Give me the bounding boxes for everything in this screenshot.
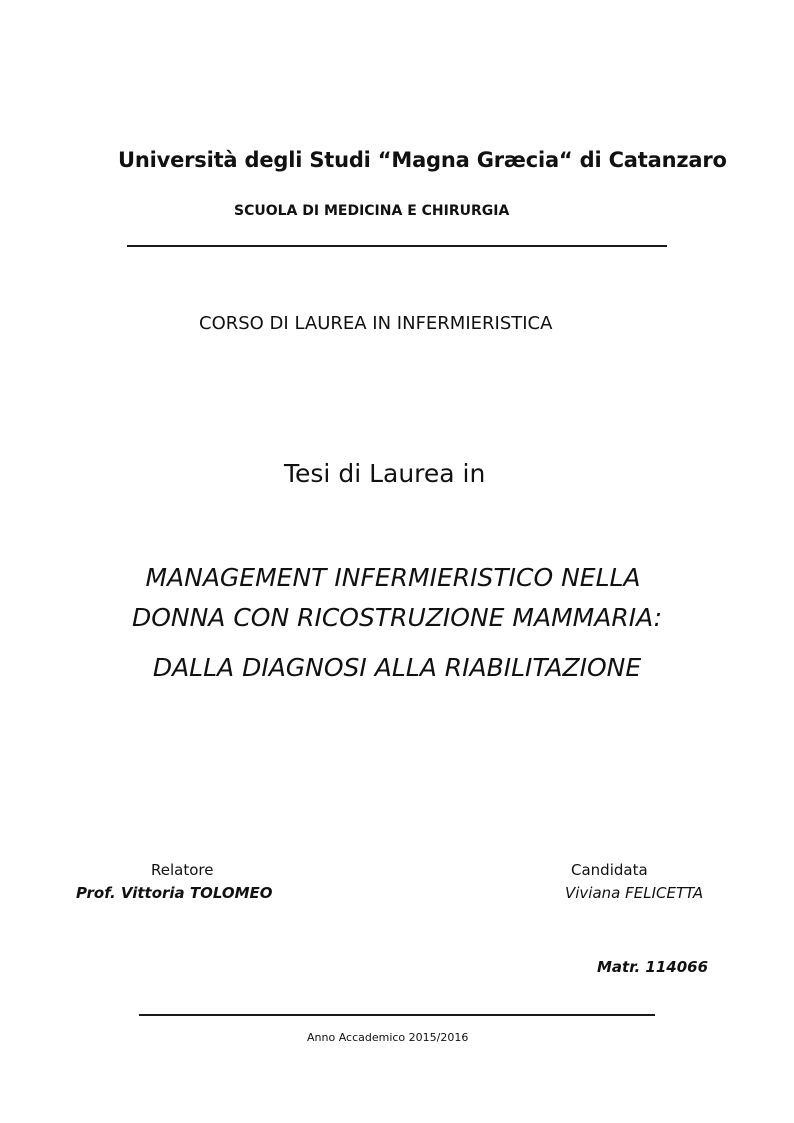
relatore-label: Relatore: [151, 861, 214, 879]
thesis-title-line-2: DONNA CON RICOSTRUZIONE MAMMARIA:: [131, 603, 663, 632]
candidata-name: Viviana FELICETTA: [565, 884, 704, 902]
academic-year: Anno Accademico 2015/2016: [307, 1031, 469, 1044]
thesis-title-line-3: DALLA DIAGNOSI ALLA RIABILITAZIONE: [152, 653, 642, 682]
thesis-label: Tesi di Laurea in: [284, 459, 486, 488]
school-name: SCUOLA DI MEDICINA E CHIRURGIA: [234, 203, 510, 219]
candidata-label: Candidata: [571, 861, 648, 879]
university-name: Università degli Studi “Magna Græcia“ di Catanzaro: [118, 148, 727, 172]
relatore-name: Prof. Vittoria TOLOMEO: [76, 884, 273, 902]
header-divider: [127, 245, 667, 247]
footer-divider: [139, 1014, 655, 1016]
matricola: Matr. 114066: [597, 958, 709, 976]
thesis-title-line-1: MANAGEMENT INFERMIERISTICO NELLA: [145, 563, 641, 592]
course-name: CORSO DI LAUREA IN INFERMIERISTICA: [199, 313, 553, 334]
